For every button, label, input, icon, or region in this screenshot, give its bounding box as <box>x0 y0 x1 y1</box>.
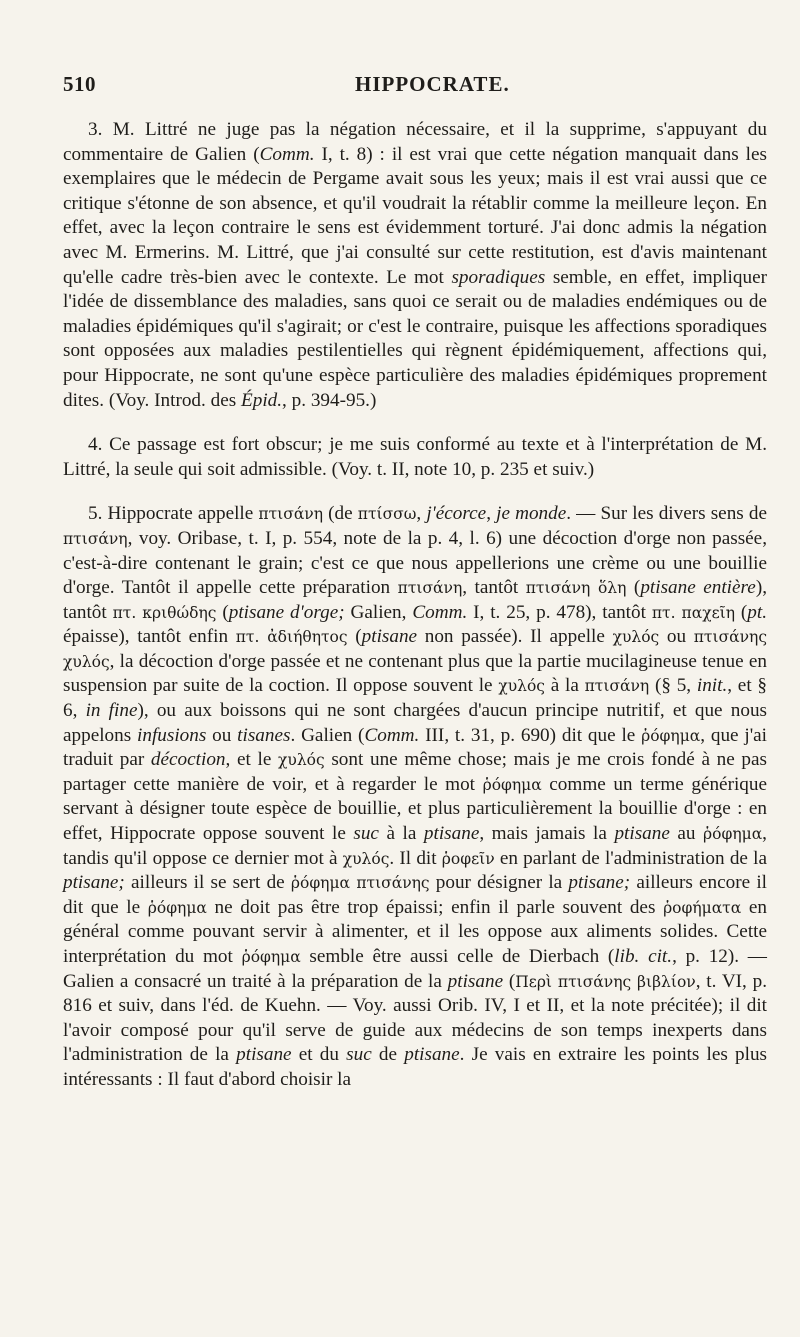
greek-text: χυλός <box>612 628 660 647</box>
text-run: I, t. 25, p. 478), tantôt <box>467 601 652 623</box>
text-run: 3. M. Littré ne juge pas la négation nécessaire, et il la supprime, s'appuyant du commentaire de Galien ( <box>63 119 767 165</box>
italic-text: Comm. <box>364 724 420 746</box>
italic-text: Comm. <box>259 143 315 165</box>
text-run: . Galien ( <box>290 724 365 746</box>
greek-text: χυλός <box>498 677 545 696</box>
text-run: comme un terme générique servant à désigner toute espèce de bouillie, et plus particulièrement la bouillie d'orge : en effet, Hippocrate oppose souvent le <box>63 773 767 845</box>
italic-text: tisanes <box>237 724 291 746</box>
italic-text: Épid. <box>241 389 283 411</box>
running-head <box>63 72 767 106</box>
italic-text: ptisane <box>236 1044 292 1066</box>
text-run: , et le <box>225 749 279 771</box>
text-run: ), tantôt <box>63 577 767 623</box>
text-run: ( <box>503 970 516 992</box>
italic-text: je monde <box>496 503 567 525</box>
text-run: semble, en effet, impliquer l'idée de dissemblance des maladies, sans quoi ce serait ou de maladies endémiques ou de maladies épidémiques qu'il s'agirait; or c'est le contraire, puisque les affections sporadiques sont opposées aux maladies pestilentielles qui règnent épidémiquement, affections qui, pour Hippocrate, ne sont qu'une espèce particulière des maladies épidémiques proprement dites. (Voy. Introd. des <box>63 266 767 411</box>
greek-text: ῥόφημα <box>641 726 701 745</box>
italic-text: ptisane; <box>568 872 631 894</box>
text-run: ( <box>626 577 641 599</box>
italic-text: ptisane <box>404 1044 460 1066</box>
greek-text: πτισάνη <box>258 505 324 524</box>
text-run: III, t. 31, p. 690) dit que le <box>419 724 642 746</box>
text-run: ( <box>216 601 229 623</box>
greek-text: ῥοφήματα <box>663 898 742 917</box>
italic-text: in fine <box>85 700 138 722</box>
text-run: non passée). Il appelle <box>417 626 613 648</box>
text-run: ou <box>206 724 238 746</box>
greek-text: πτισάνη <box>584 677 650 696</box>
text-run: en parlant de l'administration de la <box>494 847 767 869</box>
italic-text: ptisane <box>447 970 504 992</box>
text-run: (de <box>323 503 358 525</box>
greek-text: πτ. παχεῖη <box>651 603 735 622</box>
italic-text: ptisane <box>614 823 670 845</box>
text-run: , <box>486 503 497 525</box>
footnote-3 <box>63 118 767 413</box>
text-run: , <box>416 503 427 525</box>
italic-text: ptisane; <box>63 872 125 894</box>
greek-text: πτισάνη <box>397 579 463 598</box>
page-number: 510 <box>63 72 96 96</box>
text-run: , que j'ai traduit par <box>63 724 767 771</box>
text-run: semble être aussi celle de Dierbach ( <box>300 946 615 967</box>
footnotes <box>63 118 767 1093</box>
italic-text: lib. cit. <box>614 946 673 967</box>
running-title: HIPPOCRATE. <box>355 72 510 96</box>
italic-text: j'écorce <box>426 503 487 525</box>
italic-text: suc <box>346 1044 372 1066</box>
italic-text: infusions <box>137 724 207 746</box>
text-run: de <box>371 1044 405 1066</box>
greek-text: Περὶ πτισάνης βιβλίον <box>515 972 696 991</box>
text-run: . — Sur les divers sens de <box>566 503 767 525</box>
greek-text: ῥόφημα <box>703 825 763 844</box>
text-run: ailleurs encore il dit que le <box>63 872 768 918</box>
italic-text: sporadiques <box>451 266 546 288</box>
italic-text: ptisane <box>361 626 418 648</box>
italic-text: init. <box>696 675 728 697</box>
text-run: ailleurs il se sert de <box>124 872 291 894</box>
greek-text: ῥόφημα <box>482 775 542 794</box>
greek-text: πτισάνη ὅλη <box>525 579 627 598</box>
text-run: sont une même chose; mais je me crois fondé à ne pas partager cette manière de voir, et à regarder le mot <box>63 749 767 795</box>
greek-text: χυλός <box>278 751 325 770</box>
text-run: , tandis qu'il oppose ce dernier mot à <box>63 823 767 869</box>
italic-text: ptisane <box>423 823 480 845</box>
greek-text: πτ. κριθώδης <box>112 603 217 622</box>
text-run: ne doit pas être trop épaissi; enfin il parle souvent des <box>206 896 664 918</box>
text-run: à la <box>378 823 424 845</box>
text-run: ( <box>347 626 362 648</box>
greek-text: ῥόφημα πτισάνης <box>290 874 430 893</box>
text-run: . Il dit <box>389 847 442 869</box>
text-run: , mais jamais la <box>479 823 615 845</box>
text-run: pour désigner la <box>429 872 569 894</box>
greek-text: ῥόφημα <box>147 898 207 917</box>
italic-text: décoction <box>150 749 226 771</box>
text-run: épaisse), tantôt enfin <box>63 626 236 648</box>
italic-text: suc <box>353 823 379 845</box>
text-run: 5. Hippocrate appelle <box>88 503 259 525</box>
greek-text: πτίσσω <box>357 505 417 524</box>
greek-text: ῥοφεῖν <box>441 849 495 868</box>
greek-text: χυλός <box>342 849 390 868</box>
text-run: et du <box>291 1044 347 1066</box>
text-run: ou <box>659 626 694 648</box>
greek-text: πτ. ἀδιήθητος <box>235 628 348 647</box>
text-run: . Je vais en extraire les points les plus intéressants : Il faut d'abord choisir la <box>63 1044 767 1090</box>
greek-text: πτισάνης χυλός <box>63 628 768 671</box>
text-run: en général comme pouvant servir à alimenter, et il les oppose aux aliments solides. Cette interprétation du mot <box>63 896 767 967</box>
italic-text: ptisane entière <box>640 577 756 599</box>
text-run: , et § 6, <box>63 675 767 722</box>
text-run: , t. VI, p. 816 et suiv, dans l'éd. de Kuehn. — Voy. aussi Orib. IV, I et II, et la note précitée); il dit l'avoir composé pour qu'il serve de guide aux médecins de son temps inexperts dans l'administration de la <box>63 970 768 1066</box>
greek-text: πτισάνη <box>63 529 128 548</box>
text-run: , p. 12). — Galien a consacré un traité à la préparation de la <box>63 946 767 992</box>
text-run: , la décoction d'orge passée et ne contenant plus que la partie mucilagineuse tenue en suspension par suite de la coction. Il oppose souvent le <box>63 650 767 697</box>
text-run: , tantôt <box>462 577 526 599</box>
footnote-4 <box>63 433 767 482</box>
greek-text: ῥόφημα <box>241 948 301 966</box>
italic-text: ptisane d'orge; <box>228 601 345 623</box>
text-run: , p. 394-95.) <box>282 389 377 411</box>
text-run: ), ou aux boissons qui ne sont chargées d'aucun principe nutritif, et que nous appelons <box>63 700 768 746</box>
text-run: au <box>669 823 704 845</box>
italic-text: Comm. <box>412 601 468 623</box>
text-run: ( <box>735 601 748 623</box>
footnote-5 <box>63 502 767 1092</box>
text-run: 4. Ce passage est fort obscur; je me suis conformé au texte et à l'interprétation de M. Littré, la seule qui soit admissible. (Voy. t. II, note 10, p. 235 et suiv.) <box>63 434 767 480</box>
text-run: , voy. Oribase, t. I, p. 554, note de la p. 4, l. 6) une décoction d'orge non passée, c'est-à-dire contenant le grain; c'est ce que nous appellerions une crème ou une bouillie d'orge. Tantôt il appelle cette préparation <box>63 527 767 599</box>
italic-text: pt. <box>747 601 768 623</box>
text-run: à la <box>544 675 585 697</box>
text-run: (§ 5, <box>649 675 697 697</box>
text-run: I, t. 8) : il est vrai que cette négation manquait dans les exemplaires que le médecin de Pergame avait sous les yeux; mais il est vrai aussi que ce critique s'étonne de son absence, et qu'il voudrait la rétablir comme la meilleure leçon. En effet, avec la leçon contraire le sens est évidemment torturé. J'ai donc admis la négation avec M. Ermerins. M. Littré, que j'ai consulté sur cette restitution, est d'avis maintenant qu'elle cadre très-bien avec le contexte. Le mot <box>63 143 767 288</box>
text-run: Galien, <box>344 601 413 623</box>
